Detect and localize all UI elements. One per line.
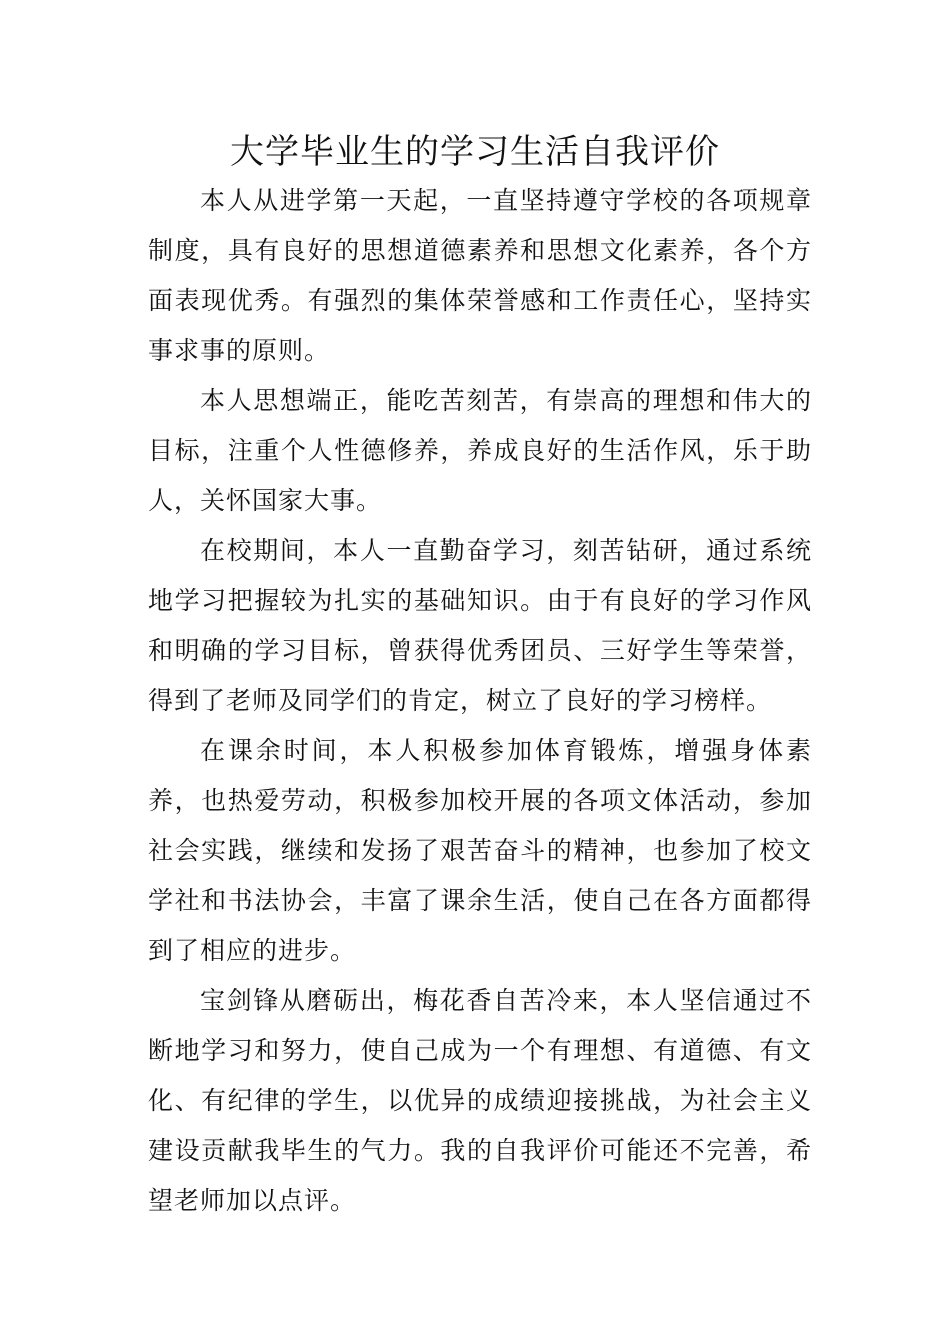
paragraph-1: 本人从进学第一天起，一直坚持遵守学校的各项规章制度，具有良好的思想道德素养和思想文化素养，各个方面表现优秀。有强烈的集体荣誉感和工作责任心，坚持实事求事的原则。 <box>148 186 812 365</box>
paragraph-3: 在校期间，本人一直勤奋学习，刻苦钻研，通过系统地学习把握较为扎实的基础知识。由于有良好的学习作风和明确的学习目标，曾获得优秀团员、三好学生等荣誉，得到了老师及同学们的肯定，树立了良好的学习榜样。 <box>148 536 812 715</box>
paragraph-2: 本人思想端正，能吃苦刻苦，有崇高的理想和伟大的目标，注重个人性德修养，养成良好的生活作风，乐于助人，关怀国家大事。 <box>148 386 812 515</box>
document-body <box>148 176 812 1226</box>
paragraph-5: 宝剑锋从磨砺出，梅花香自苦冷来，本人坚信通过不断地学习和努力，使自己成为一个有理想、有道德、有文化、有纪律的学生，以优异的成绩迎接挑战，为社会主义建设贡献我毕生的气力。我的自我评价可能还不完善，希望老师加以点评。 <box>148 986 812 1215</box>
document-title: 大学毕业生的学习生活自我评价 <box>230 132 720 172</box>
paragraph-4: 在课余时间，本人积极参加体育锻炼，增强身体素养，也热爱劳动，积极参加校开展的各项文体活动，参加社会实践，继续和发扬了艰苦奋斗的精神，也参加了校文学社和书法协会，丰富了课余生活，使自己在各方面都得到了相应的进步。 <box>148 736 812 965</box>
